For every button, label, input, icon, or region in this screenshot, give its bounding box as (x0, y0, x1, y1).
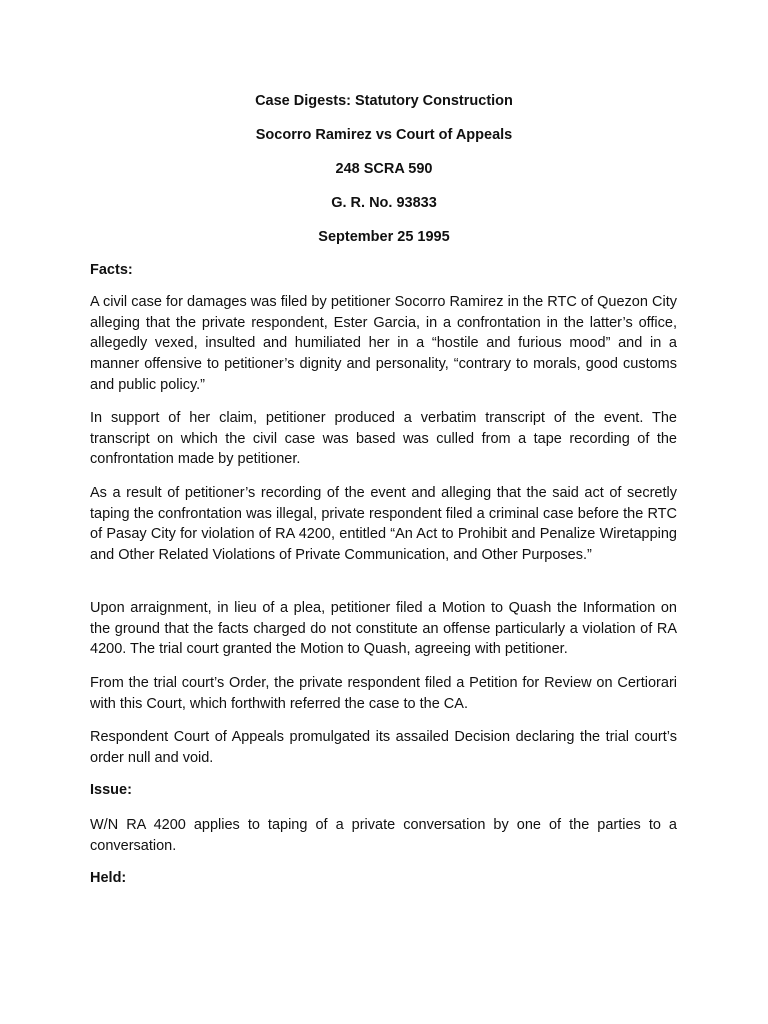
facts-heading: Facts: (90, 262, 133, 278)
facts-paragraph: Respondent Court of Appeals promulgated its assailed Decision declaring the trial court’s order null and void. (90, 729, 677, 766)
issue-heading: Issue: (90, 782, 132, 798)
held-heading: Held: (90, 870, 127, 886)
issue-paragraph: W/N RA 4200 applies to taping of a private conversation by one of the parties to a conversation. (90, 817, 677, 854)
facts-paragraph: As a result of petitioner’s recording of the event and alleging that the said act of secretly taping the confrontation was illegal, private respondent filed a criminal case before the RTC of Pasay City for violation of RA 4200, entitled “An Act to Prohibit and Penalize Wiretapping and Other Related Violations of Private Communication, and Other Purposes.” (90, 485, 677, 564)
case-date: September 25 1995 (318, 229, 450, 245)
document-title: Case Digests: Statutory Construction (255, 93, 513, 109)
facts-paragraph: A civil case for damages was filed by petitioner Socorro Ramirez in the RTC of Quezon City alleging that the private respondent, Ester Garcia, in a confrontation in the latter’s office, allegedly vexed, insulted and humiliated her in a “hostile and furious mood” and in a manner offensive to petitioner’s dignity and personality, “contrary to morals, good customs and public policy.” (90, 294, 677, 393)
case-citation: 248 SCRA 590 (335, 161, 433, 177)
case-name: Socorro Ramirez vs Court of Appeals (255, 127, 513, 143)
case-number: G. R. No. 93833 (331, 195, 437, 211)
facts-paragraph: In support of her claim, petitioner produced a verbatim transcript of the event. The transcript on which the civil case was based was culled from a tape recording of the confrontation made by petitioner. (90, 410, 677, 468)
facts-paragraph: From the trial court’s Order, the private respondent filed a Petition for Review on Certiorari with this Court, which forthwith referred the case to the CA. (90, 675, 677, 712)
facts-paragraph: Upon arraignment, in lieu of a plea, petitioner filed a Motion to Quash the Information on the ground that the facts charged do not constitute an offense particularly a violation of RA 4200. The trial court granted the Motion to Quash, agreeing with petitioner. (90, 600, 677, 658)
